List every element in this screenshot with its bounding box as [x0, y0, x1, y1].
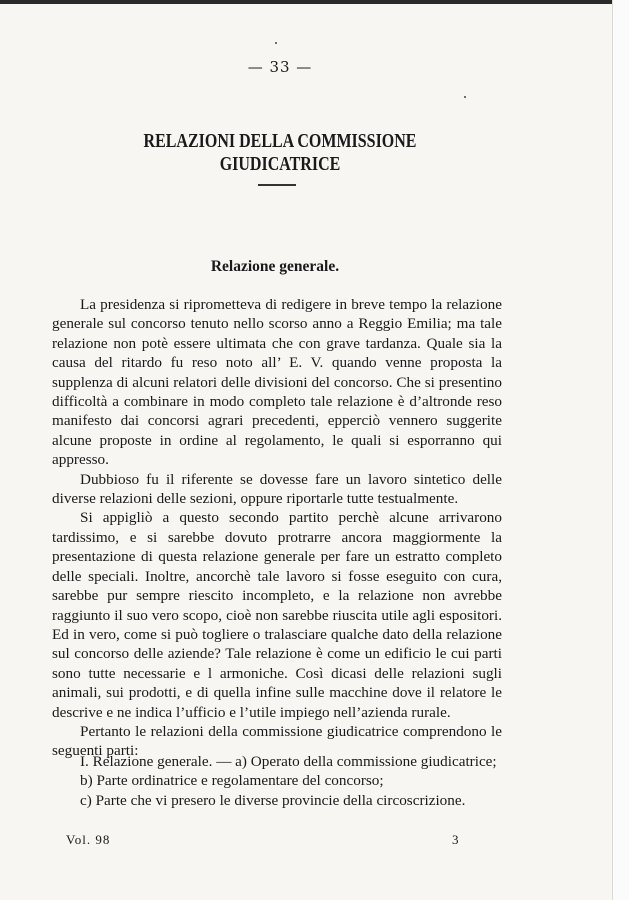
list-item: c) Parte che vi presero le diverse provincie della circoscrizione.	[80, 791, 466, 809]
volume-label: Vol. 98	[66, 832, 111, 847]
list-item: b) Parte ordinatrice e regolamentare del concorso;	[80, 772, 384, 790]
ink-speck	[275, 42, 277, 44]
paragraph: La presidenza si riprometteva di redigere in breve tempo la relazione generale sul concorso tenuto nello scorso anno a Reggio Emilia; ma tale relazione non potè essere ultimata che con grave tardanza. Quale sia la causa del ritardo fu reso noto all’ E. V. quando venne proposta la supplenza di alcuni relatori delle divisioni del concorso. Che si presentino difficoltà a combinare in modo completo tale relazione è d’altronde reso manifesto dai concorsi agrari precedenti, epperciò vennero suggerite alcune proposte in ordine al regolamento, le quali si esporranno qui appresso.	[52, 296, 502, 469]
body-text	[52, 295, 502, 761]
page-number: — 33 —	[247, 58, 313, 76]
list-item: I. Relazione generale. — a) Operato della commissione giudicatrice;	[80, 753, 497, 770]
top-edge-rule	[0, 0, 612, 4]
signature-mark: 3	[452, 832, 459, 847]
paragraph: Pertanto le relazioni della commissione giudicatrice comprendono le seguenti parti:	[52, 722, 502, 760]
title-divider	[258, 184, 296, 186]
paragraph: Dubbioso fu il riferente se dovesse fare un lavoro sintetico delle diverse relazioni delle sezioni, oppure riportarle tutte testualmente.	[52, 470, 502, 508]
parts-list	[52, 752, 502, 810]
ink-speck	[464, 96, 466, 98]
page-title: RELAZIONI DELLA COMMISSIONE GIUDICATRICE	[143, 130, 417, 175]
paragraph: Si appigliò a questo secondo partito perchè alcune arrivarono tardissimo, e si sarebbe dovuto protrarre ancora maggiormente la presentazione di questa relazione generale per fare un estratto completo delle speciali. Inoltre, ancorchè tale lavoro si fosse eseguito con cura, sarebbe pur sempre riescito incompleto, e la relazione non avrebbe raggiunto il suo vero scopo, cioè non sarebbe riuscita utile agli espositori. Ed in vero, come si può togliere o tralasciare qualche dato della relazione sul concorso delle aziende? Tale relazione è come un edificio le cui parti sono tutte necessarie e l armoniche. Così dicasi delle relazioni sugli animali, sui prodotti, e di quella infine sulle macchine dove il relatore le descrive e ne indica l’ufficio e l’utile impiego nell’azienda rurale.	[52, 509, 502, 721]
page-edge	[612, 0, 629, 900]
section-title: Relazione generale.	[210, 258, 340, 275]
